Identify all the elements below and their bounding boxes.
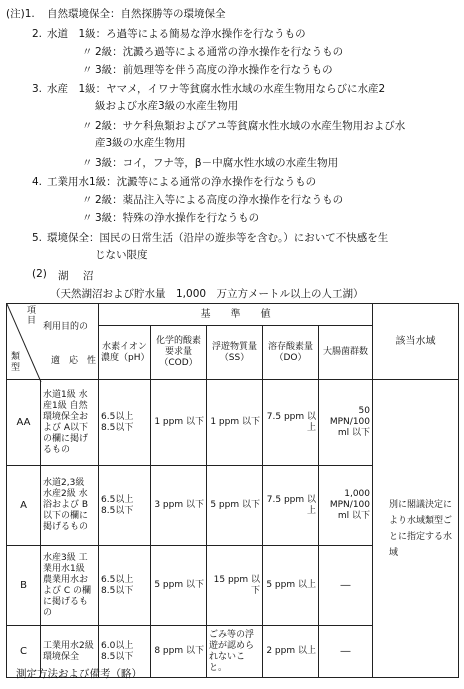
row-coli: ―	[319, 546, 373, 626]
corner-type: 類型	[11, 352, 21, 373]
row-cod: 3 ppm 以下	[151, 466, 207, 546]
col-ss: 浮遊物質量（SS）	[207, 326, 263, 380]
row-type: B	[7, 546, 41, 626]
note-prefix: 4.	[32, 176, 43, 188]
row-ss: 1 ppm 以下	[207, 380, 263, 466]
note-prefix: 3.	[32, 83, 43, 95]
row-type: C	[7, 626, 41, 678]
note-prefix: 〃	[82, 120, 93, 132]
note-text: 2級：サケ科魚類およびアユ等貧腐水性水域の水産生物用および水	[95, 120, 406, 132]
row-coli: ―	[319, 626, 373, 678]
note-prefix: 〃	[82, 212, 93, 224]
note-prefix: (注)1.	[6, 8, 35, 20]
note-prefix: 5.	[32, 232, 43, 244]
row-do: 2 ppm 以上	[263, 626, 319, 678]
row-use: 水道1級 水産1級 自然環境保全および A以下の欄に掲げるもの	[41, 380, 99, 466]
note-prefix: 2.	[32, 28, 43, 40]
note-text: 産3級の水産生物用	[95, 137, 186, 149]
row-coli: 1,000 MPN/100 ml 以下	[319, 466, 373, 546]
row-ph: 6.5以上 8.5以下	[99, 380, 151, 466]
note-prefix: 〃	[82, 157, 93, 169]
corner-fit: 適 応 性	[51, 356, 97, 366]
row-do: 7.5 ppm 以上	[263, 380, 319, 466]
note-text: 自然環境保全：自然探勝等の環境保全	[47, 8, 226, 20]
section-number: (2)	[32, 268, 47, 280]
corner-cell	[7, 304, 99, 380]
note-text: 級および水産3級の水産生物用	[95, 100, 239, 112]
area-cell: 別に閣議決定により水域類型ごとに指定する水域	[373, 380, 459, 678]
row-ss: 15 ppm 以下	[207, 546, 263, 626]
row-cod: 8 ppm 以下	[151, 626, 207, 678]
row-type: AA	[7, 380, 41, 466]
row-ph: 6.0以上 8.5以下	[99, 626, 151, 678]
col-cod: 化学的酸素要求量（COD）	[151, 326, 207, 380]
section-subtitle: （天然湖沼および貯水量 1,000 万立方メートル以上の人工湖）	[50, 288, 364, 300]
section-title: 湖 沼	[58, 270, 96, 282]
table-row	[7, 380, 459, 466]
row-ss: ごみ等の浮遊が認められないこと。	[207, 626, 263, 678]
note-text: 2級：沈澱ろ過等による通常の浄水操作を行なうもの	[95, 46, 344, 58]
row-do: 5 ppm 以上	[263, 546, 319, 626]
note-text: 水道 1級：ろ過等による簡易な浄水操作を行なうもの	[47, 28, 306, 40]
note-text: 2級：薬品注入等による高度の浄水操作を行なうもの	[95, 194, 344, 206]
row-do: 7.5 ppm 以上	[263, 466, 319, 546]
note-prefix: 〃	[82, 46, 93, 58]
note-text: 水産 1級：ヤマメ，イワナ等貧腐水性水域の水産生物用ならびに水産2	[47, 83, 386, 95]
note-text: 工業用水1級：沈澱等による通常の浄水操作を行なうもの	[47, 176, 317, 188]
col-coli: 大腸菌群数	[319, 326, 373, 380]
corner-purpose: 利用目的の	[43, 322, 89, 332]
row-cod: 5 ppm 以下	[151, 546, 207, 626]
col-ph: 水素イオン濃度（pH）	[99, 326, 151, 380]
note-text: 3級：特殊の浄水操作を行なうもの	[95, 212, 260, 224]
row-use: 工業用水2級 環境保全	[41, 626, 99, 678]
corner-item: 項目	[27, 306, 37, 326]
standards-table	[6, 303, 459, 678]
row-cod: 1 ppm 以下	[151, 380, 207, 466]
col-do: 溶存酸素量（DO）	[263, 326, 319, 380]
row-ph: 6.5以上 8.5以下	[99, 466, 151, 546]
area-header: 該当水域	[373, 304, 459, 380]
standard-header: 基 準 値	[99, 304, 373, 326]
note-text: じない限度	[95, 249, 148, 261]
row-coli: 50 MPN/100 ml 以下	[319, 380, 373, 466]
row-ss: 5 ppm 以下	[207, 466, 263, 546]
note-text: 3級：前処理等を伴う高度の浄水操作を行なうもの	[95, 64, 333, 76]
row-use: 水道2,3級 水産2級 水浴および B以下の欄に掲げるもの	[41, 466, 99, 546]
row-type: A	[7, 466, 41, 546]
footer-note: 測定方法および備考（略）	[16, 668, 142, 680]
note-prefix: 〃	[82, 194, 93, 206]
note-prefix: 〃	[82, 64, 93, 76]
row-ph: 6.5以上 8.5以下	[99, 546, 151, 626]
note-text: 環境保全：国民の日常生活（沿岸の遊歩等を含む。）において不快感を生	[47, 232, 389, 244]
row-use: 水産3級 工業用水1級 農業用水および C の欄に掲げるもの	[41, 546, 99, 626]
note-text: 3級：コイ，フナ等，β－中腐水性水域の水産生物用	[95, 157, 339, 169]
